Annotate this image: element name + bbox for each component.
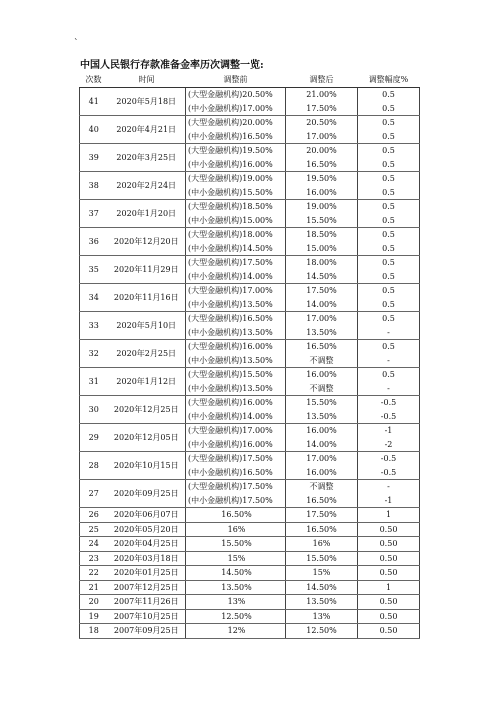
- cell-date: 2020年06月07日: [108, 508, 186, 523]
- cell-num: 24: [80, 537, 108, 552]
- cell-change: 0.50: [358, 537, 420, 552]
- cell-date: 2020年1月12日: [108, 368, 186, 396]
- cell-before: (大型金融机构)18.50%: [186, 200, 286, 214]
- cell-num: 32: [80, 340, 108, 368]
- cell-change: -2: [358, 438, 420, 452]
- cell-after: 16.00%: [286, 368, 358, 382]
- cell-date: 2007年11月26日: [108, 595, 186, 610]
- cell-date: 2020年05月20日: [108, 522, 186, 537]
- cell-before: (大型金融机构)16.50%: [186, 312, 286, 326]
- table-row: [80, 551, 420, 566]
- cell-after: 14.50%: [286, 270, 358, 284]
- cell-before: (中小金融机构)13.50%: [186, 382, 286, 396]
- cell-date: 2020年2月25日: [108, 340, 186, 368]
- table-row: [80, 609, 420, 624]
- cell-change: 0.5: [358, 256, 420, 270]
- cell-date: 2020年11月16日: [108, 284, 186, 312]
- cell-change: 0.5: [358, 284, 420, 298]
- table-row: [80, 537, 420, 552]
- cell-after: 13%: [286, 609, 358, 624]
- cell-after: 15.50%: [286, 551, 358, 566]
- cell-after: 20.00%: [286, 144, 358, 158]
- table-row: [80, 624, 420, 639]
- cell-change: 0.5: [358, 340, 420, 354]
- cell-num: 28: [80, 452, 108, 480]
- table-body: [80, 88, 420, 639]
- cell-before: (中小金融机构)17.00%: [186, 102, 286, 116]
- cell-after: 16.00%: [286, 424, 358, 438]
- table-row: [80, 144, 420, 158]
- table-row: [80, 508, 420, 523]
- cell-date: 2020年5月10日: [108, 312, 186, 340]
- cell-change: 0.5: [358, 242, 420, 256]
- cell-date: 2020年03月18日: [108, 551, 186, 566]
- cell-num: 35: [80, 256, 108, 284]
- cell-date: 2020年5月18日: [108, 88, 186, 116]
- cell-date: 2020年12月05日: [108, 424, 186, 452]
- cell-after: 17.50%: [286, 284, 358, 298]
- cell-change: -0.5: [358, 452, 420, 466]
- cell-after: 15%: [286, 566, 358, 581]
- cell-change: -0.5: [358, 466, 420, 480]
- cell-after: 16.50%: [286, 340, 358, 354]
- cell-change: 0.5: [358, 214, 420, 228]
- cell-change: -1: [358, 494, 420, 508]
- cell-after: 14.00%: [286, 298, 358, 312]
- cell-before: (大型金融机构)20.00%: [186, 116, 286, 130]
- cell-before: (大型金融机构)17.00%: [186, 424, 286, 438]
- cell-before: (大型金融机构)15.50%: [186, 368, 286, 382]
- cell-before: (中小金融机构)14.50%: [186, 242, 286, 256]
- cell-after: 13.50%: [286, 595, 358, 610]
- cell-before: (大型金融机构)16.00%: [186, 396, 286, 410]
- table-row: [80, 480, 420, 494]
- table-row: [80, 452, 420, 466]
- cell-date: 2020年10月15日: [108, 452, 186, 480]
- cell-change: 0.5: [358, 88, 420, 102]
- table-row: [80, 228, 420, 242]
- cell-before: (中小金融机构)16.00%: [186, 158, 286, 172]
- cell-date: 2020年12月25日: [108, 396, 186, 424]
- cell-change: -: [358, 326, 420, 340]
- cell-date: 2020年01月25日: [108, 566, 186, 581]
- cell-after: 17.00%: [286, 452, 358, 466]
- cell-change: 0.50: [358, 609, 420, 624]
- cell-before: (中小金融机构)16.50%: [186, 466, 286, 480]
- cell-date: 2020年11月29日: [108, 256, 186, 284]
- cell-after: 15.00%: [286, 242, 358, 256]
- cell-after: 17.00%: [286, 130, 358, 144]
- table-row: [80, 522, 420, 537]
- cell-num: 22: [80, 566, 108, 581]
- cell-before: (大型金融机构)17.50%: [186, 452, 286, 466]
- cell-change: -1: [358, 424, 420, 438]
- table-row: [80, 256, 420, 270]
- cell-num: 21: [80, 580, 108, 595]
- header-date: 时间: [108, 72, 186, 88]
- cell-after: 13.50%: [286, 326, 358, 340]
- cell-before: 16.50%: [186, 508, 286, 523]
- cell-change: 0.50: [358, 595, 420, 610]
- cell-num: 34: [80, 284, 108, 312]
- cell-date: 2020年12月20日: [108, 228, 186, 256]
- cell-before: (中小金融机构)16.50%: [186, 130, 286, 144]
- table-header-row: [80, 72, 420, 88]
- header-num: 次数: [80, 72, 108, 88]
- cell-after: 16.00%: [286, 466, 358, 480]
- cell-before: (大型金融机构)17.50%: [186, 256, 286, 270]
- cell-num: 29: [80, 424, 108, 452]
- table-row: [80, 424, 420, 438]
- cell-after: 15.50%: [286, 396, 358, 410]
- cell-num: 23: [80, 551, 108, 566]
- cell-change: 0.5: [358, 298, 420, 312]
- cell-num: 30: [80, 396, 108, 424]
- cell-before: (大型金融机构)20.50%: [186, 88, 286, 102]
- cell-after: 15.50%: [286, 214, 358, 228]
- cell-date: 2020年09月25日: [108, 480, 186, 508]
- cell-change: 0.5: [358, 270, 420, 284]
- table-row: [80, 312, 420, 326]
- cell-num: 19: [80, 609, 108, 624]
- cell-date: 2020年2月24日: [108, 172, 186, 200]
- cell-date: 2020年4月21日: [108, 116, 186, 144]
- table-row: [80, 368, 420, 382]
- cell-date: 2020年1月20日: [108, 200, 186, 228]
- cell-num: 37: [80, 200, 108, 228]
- cell-before: (大型金融机构)19.50%: [186, 144, 286, 158]
- cell-num: 25: [80, 522, 108, 537]
- header-before: 调整前: [186, 72, 286, 88]
- cell-after: 不调整: [286, 480, 358, 494]
- cell-before: (中小金融机构)14.00%: [186, 410, 286, 424]
- cell-after: 21.00%: [286, 88, 358, 102]
- cell-num: 33: [80, 312, 108, 340]
- cell-after: 18.50%: [286, 228, 358, 242]
- cell-after: 14.50%: [286, 580, 358, 595]
- cell-after: 20.50%: [286, 116, 358, 130]
- stray-mark: `: [74, 39, 79, 49]
- cell-num: 39: [80, 144, 108, 172]
- cell-after: 不调整: [286, 382, 358, 396]
- cell-before: 14.50%: [186, 566, 286, 581]
- cell-change: -0.5: [358, 396, 420, 410]
- cell-num: 26: [80, 508, 108, 523]
- cell-before: (大型金融机构)18.00%: [186, 228, 286, 242]
- cell-after: 16.50%: [286, 494, 358, 508]
- table-row: [80, 595, 420, 610]
- cell-after: 17.00%: [286, 312, 358, 326]
- cell-date: 2007年09月25日: [108, 624, 186, 639]
- cell-after: 14.00%: [286, 438, 358, 452]
- cell-before: (中小金融机构)13.50%: [186, 298, 286, 312]
- table-row: [80, 88, 420, 102]
- cell-after: 13.50%: [286, 410, 358, 424]
- cell-before: 12%: [186, 624, 286, 639]
- cell-change: 0.50: [358, 522, 420, 537]
- cell-after: 12.50%: [286, 624, 358, 639]
- cell-before: (中小金融机构)17.50%: [186, 494, 286, 508]
- cell-num: 40: [80, 116, 108, 144]
- cell-before: (大型金融机构)17.50%: [186, 480, 286, 494]
- cell-date: 2020年04月25日: [108, 537, 186, 552]
- cell-before: (中小金融机构)15.50%: [186, 186, 286, 200]
- table-row: [80, 340, 420, 354]
- cell-change: 1: [358, 580, 420, 595]
- cell-change: 1: [358, 508, 420, 523]
- cell-before: 12.50%: [186, 609, 286, 624]
- cell-change: 0.5: [358, 228, 420, 242]
- cell-before: 15%: [186, 551, 286, 566]
- cell-after: 19.50%: [286, 172, 358, 186]
- table-row: [80, 580, 420, 595]
- cell-change: 0.50: [358, 551, 420, 566]
- cell-after: 16.50%: [286, 522, 358, 537]
- table-row: [80, 396, 420, 410]
- cell-num: 18: [80, 624, 108, 639]
- cell-before: (中小金融机构)14.00%: [186, 270, 286, 284]
- cell-before: (中小金融机构)16.00%: [186, 438, 286, 452]
- rrr-adjustment-table: [79, 72, 420, 639]
- document-title: 中国人民银行存款准备金率历次调整一览:: [80, 60, 264, 71]
- cell-change: 0.5: [358, 158, 420, 172]
- table-row: [80, 200, 420, 214]
- cell-change: 0.5: [358, 116, 420, 130]
- cell-num: 31: [80, 368, 108, 396]
- cell-change: -0.5: [358, 410, 420, 424]
- cell-date: 2020年3月25日: [108, 144, 186, 172]
- header-change: 调整幅度%: [358, 72, 420, 88]
- cell-before: (大型金融机构)17.00%: [186, 284, 286, 298]
- cell-after: 17.50%: [286, 508, 358, 523]
- cell-after: 17.50%: [286, 102, 358, 116]
- cell-change: 0.5: [358, 144, 420, 158]
- cell-before: 13.50%: [186, 580, 286, 595]
- cell-num: 38: [80, 172, 108, 200]
- table-row: [80, 566, 420, 581]
- cell-date: 2007年12月25日: [108, 580, 186, 595]
- cell-before: 13%: [186, 595, 286, 610]
- cell-before: (中小金融机构)13.50%: [186, 326, 286, 340]
- cell-after: 19.00%: [286, 200, 358, 214]
- cell-change: 0.5: [358, 130, 420, 144]
- cell-change: 0.5: [358, 312, 420, 326]
- cell-change: 0.5: [358, 186, 420, 200]
- cell-num: 41: [80, 88, 108, 116]
- cell-num: 36: [80, 228, 108, 256]
- cell-before: 15.50%: [186, 537, 286, 552]
- cell-before: (中小金融机构)13.50%: [186, 354, 286, 368]
- cell-change: 0.5: [358, 102, 420, 116]
- cell-change: 0.5: [358, 172, 420, 186]
- cell-change: 0.50: [358, 566, 420, 581]
- table-row: [80, 284, 420, 298]
- cell-after: 16.50%: [286, 158, 358, 172]
- cell-after: 16%: [286, 537, 358, 552]
- cell-num: 20: [80, 595, 108, 610]
- cell-change: -: [358, 382, 420, 396]
- cell-change: 0.5: [358, 368, 420, 382]
- cell-change: -: [358, 480, 420, 494]
- header-after: 调整后: [286, 72, 358, 88]
- cell-before: (中小金融机构)15.00%: [186, 214, 286, 228]
- cell-change: 0.50: [358, 624, 420, 639]
- cell-after: 18.00%: [286, 256, 358, 270]
- cell-change: 0.5: [358, 200, 420, 214]
- cell-after: 不调整: [286, 354, 358, 368]
- cell-before: (大型金融机构)16.00%: [186, 340, 286, 354]
- cell-date: 2007年10月25日: [108, 609, 186, 624]
- table-row: [80, 116, 420, 130]
- cell-before: 16%: [186, 522, 286, 537]
- cell-change: -: [358, 354, 420, 368]
- cell-before: (大型金融机构)19.00%: [186, 172, 286, 186]
- cell-num: 27: [80, 480, 108, 508]
- cell-after: 16.00%: [286, 186, 358, 200]
- table-row: [80, 172, 420, 186]
